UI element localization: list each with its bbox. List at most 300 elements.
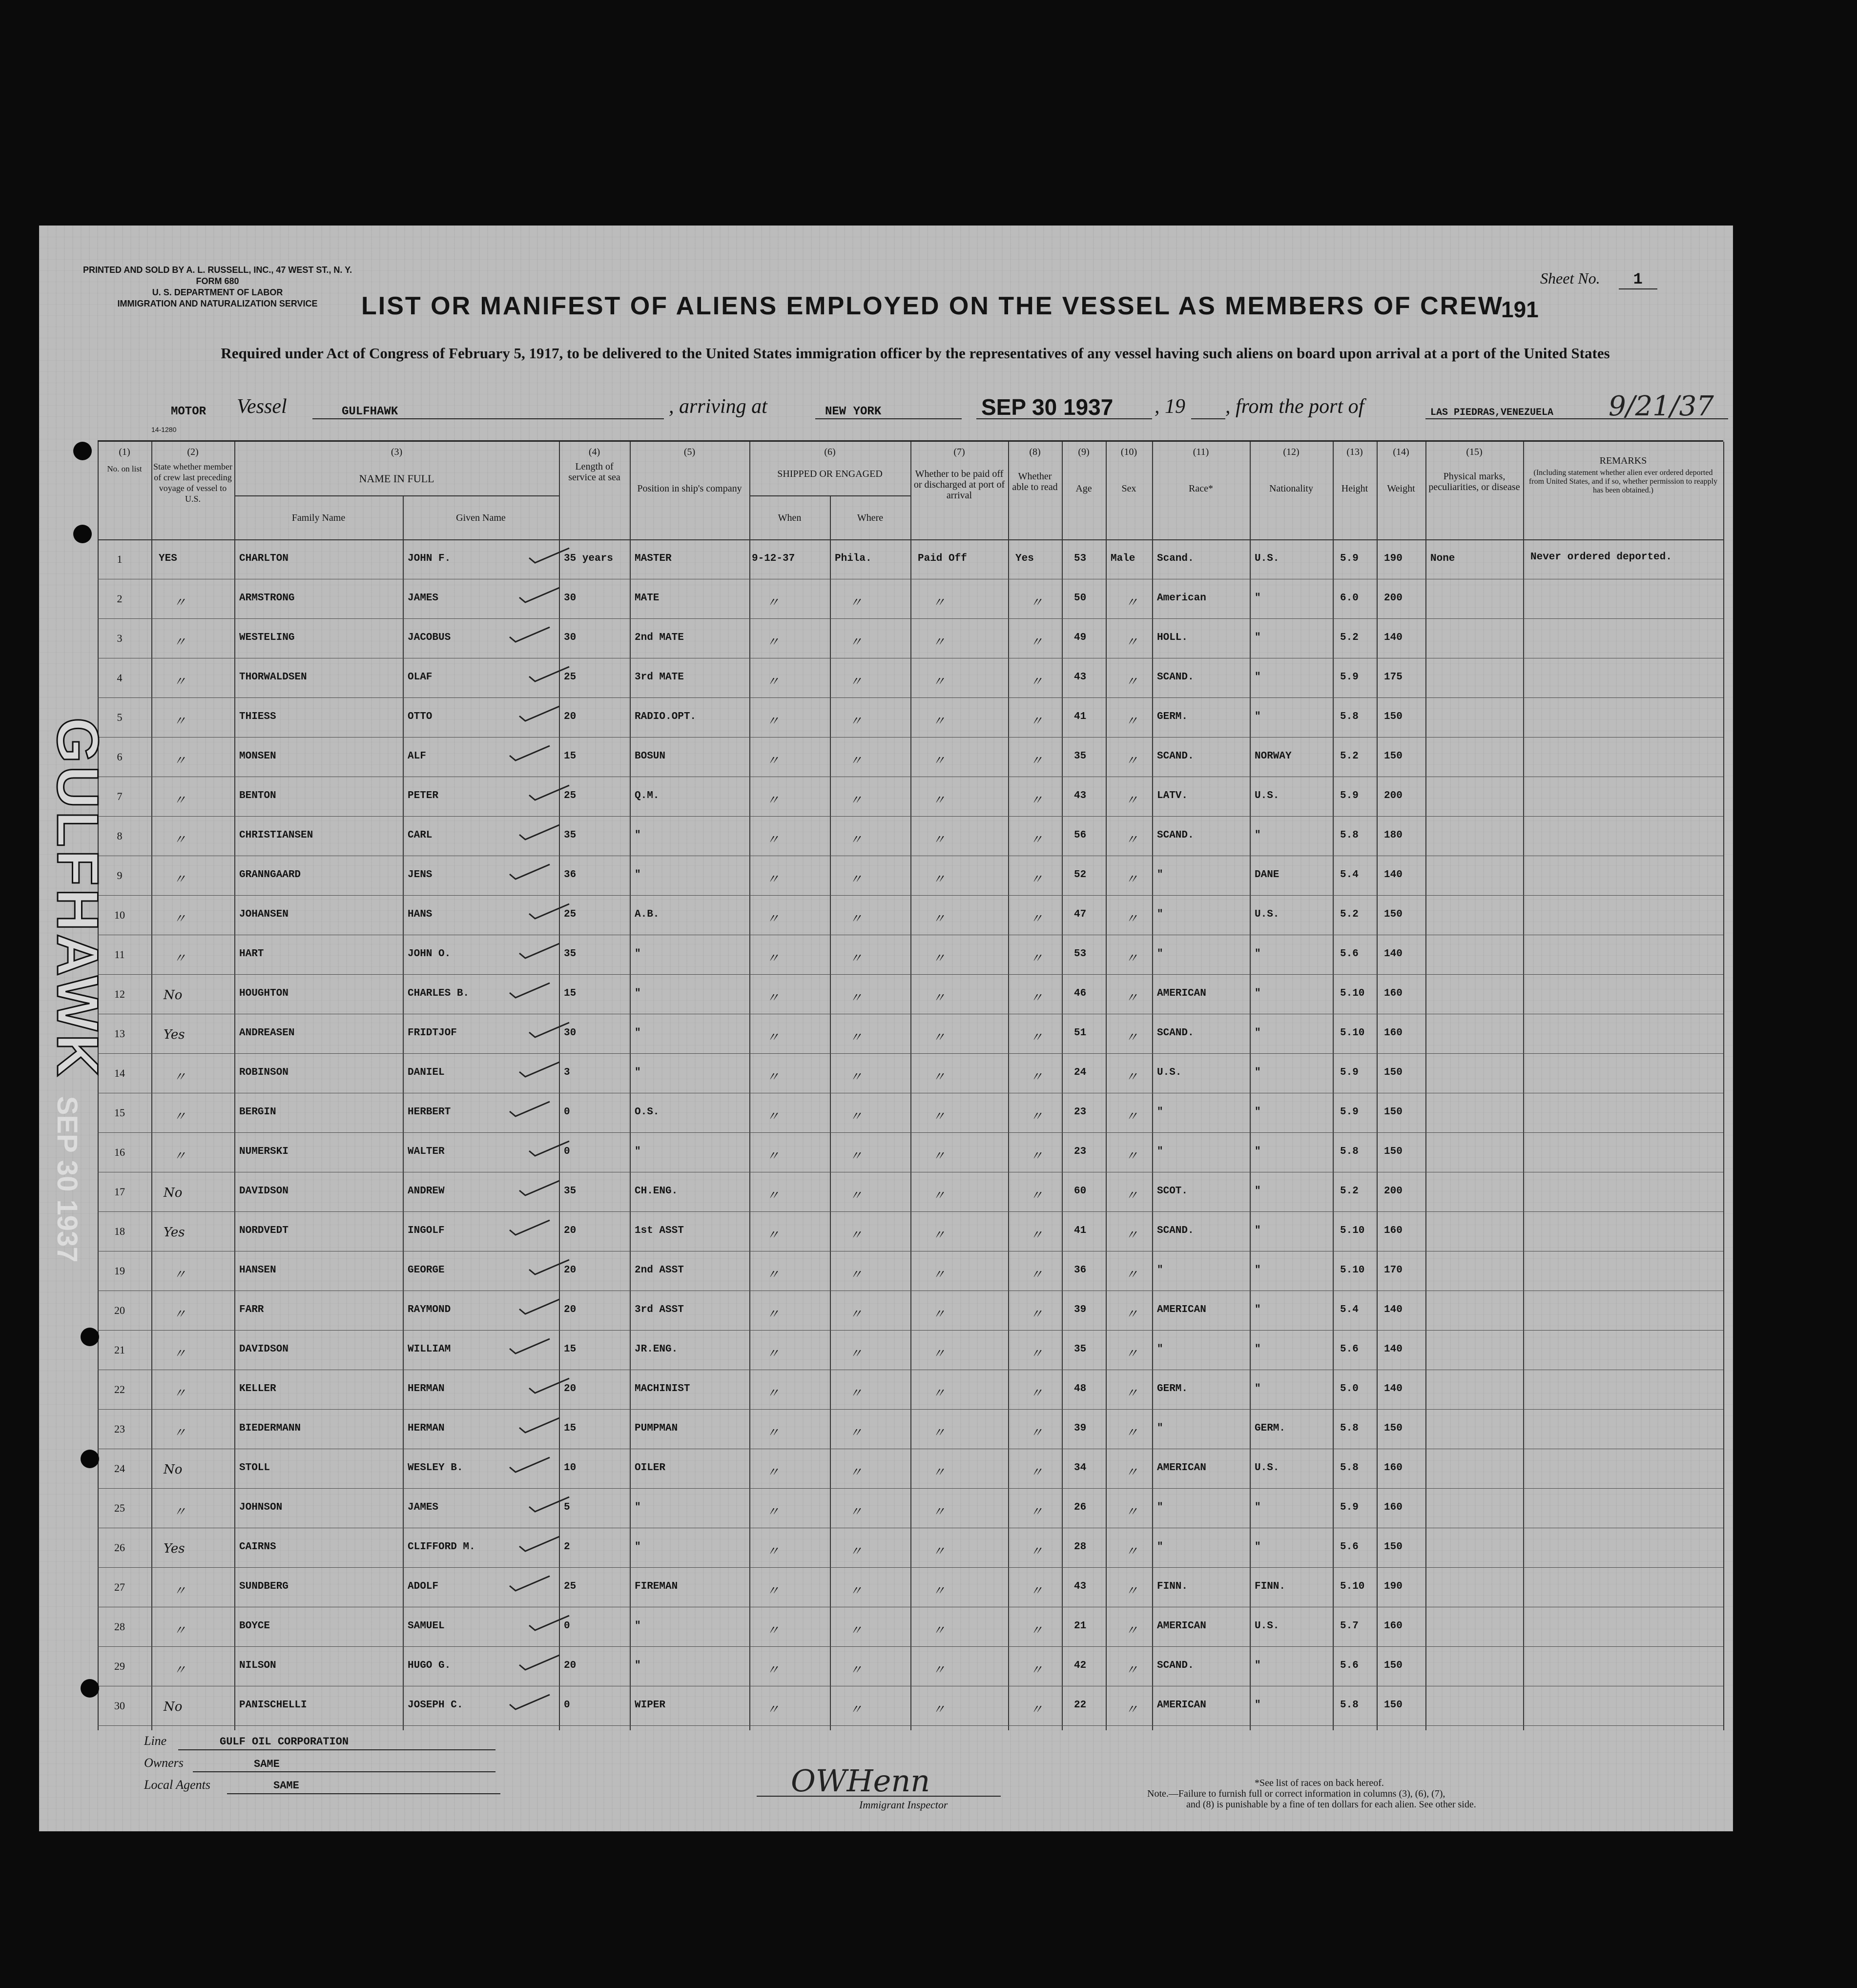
cell-family: NILSON — [239, 1660, 276, 1671]
cell-where: 〃 — [849, 1228, 863, 1243]
agents-label: Local Agents — [144, 1778, 211, 1792]
checkmark-icon — [517, 586, 561, 605]
cell-position: PUMPMAN — [635, 1423, 678, 1434]
cell-age: 46 — [1074, 988, 1087, 999]
cell-given: OLAF — [408, 672, 433, 683]
cell-given: RAYMOND — [408, 1304, 451, 1315]
cell-where: 〃 — [849, 1544, 863, 1559]
cell-height: 5.7 — [1340, 1620, 1359, 1632]
cell-paid: 〃 — [932, 1623, 946, 1638]
cell-when: 〃 — [766, 1268, 780, 1282]
cell-weight: 140 — [1384, 1344, 1403, 1355]
col5-header: Position in ship's company — [637, 483, 742, 494]
cell-n: 27 — [114, 1581, 125, 1593]
cell-race: SCAND. — [1157, 830, 1194, 841]
cell-n: 3 — [117, 632, 123, 644]
checkmark-icon — [517, 1297, 561, 1317]
cell-race: AMERICAN — [1157, 1620, 1206, 1632]
cell-given: JOHN F. — [408, 553, 451, 564]
cell-race: SCOT. — [1157, 1186, 1188, 1197]
row-divider — [98, 1132, 1723, 1133]
cell-paid: 〃 — [932, 1426, 946, 1440]
punch-hole — [81, 1679, 99, 1698]
cell-age: 51 — [1074, 1027, 1087, 1039]
cell-when: 〃 — [766, 675, 780, 689]
cell-service: 0 — [564, 1620, 570, 1632]
cell-prev: No — [164, 1186, 183, 1200]
cell-read: 〃 — [1030, 991, 1043, 1005]
cell-where: 〃 — [849, 1702, 863, 1717]
cell-weight: 150 — [1384, 1146, 1403, 1157]
cell-height: 5.4 — [1340, 1304, 1359, 1315]
cell-given: ALF — [408, 751, 426, 762]
cell-prev: 〃 — [173, 675, 186, 689]
cell-service: 35 — [564, 948, 577, 960]
cell-when: 〃 — [766, 1702, 780, 1717]
cell-n: 23 — [114, 1423, 125, 1435]
checkmark-icon — [517, 942, 561, 961]
cell-age: 21 — [1074, 1620, 1087, 1632]
cell-service: 10 — [564, 1462, 577, 1474]
cell-paid: 〃 — [932, 1663, 946, 1678]
cell-race: " — [1157, 1265, 1163, 1276]
cell-given: GEORGE — [408, 1265, 445, 1276]
cell-when: 9-12-37 — [752, 553, 795, 564]
cell-paid: 〃 — [932, 635, 946, 650]
inspector-signature-block — [757, 1763, 1001, 1811]
cell-sex: 〃 — [1125, 595, 1138, 610]
cell-sex: 〃 — [1125, 912, 1138, 926]
cell-paid: 〃 — [932, 754, 946, 768]
cell-read: Yes — [1015, 553, 1034, 564]
cell-paid: 〃 — [932, 1386, 946, 1401]
cell-family: HART — [239, 948, 264, 960]
cell-where: 〃 — [849, 1268, 863, 1282]
vessel-line — [132, 390, 1714, 423]
cell-weight: 150 — [1384, 751, 1403, 762]
cell-nat: " — [1255, 1344, 1261, 1355]
cell-paid: 〃 — [932, 675, 946, 689]
col10-header: Sex — [1121, 483, 1136, 494]
cell-paid: 〃 — [932, 1465, 946, 1480]
col-num-13: (13) — [1346, 447, 1363, 457]
cell-family: MONSEN — [239, 751, 276, 762]
imprint-line: FORM 680 — [196, 276, 239, 286]
cell-sex: 〃 — [1125, 1702, 1138, 1717]
cell-service: 3 — [564, 1067, 570, 1078]
sheet-no-value: 1 — [1619, 270, 1657, 289]
cell-height: 5.9 — [1340, 1107, 1359, 1118]
cell-weight: 160 — [1384, 1027, 1403, 1039]
cell-weight: 200 — [1384, 790, 1403, 801]
cell-prev: Yes — [164, 1027, 185, 1042]
cell-read: 〃 — [1030, 1426, 1043, 1440]
cell-n: 5 — [117, 711, 123, 723]
cell-given: ANDREW — [408, 1186, 445, 1197]
cell-race: U.S. — [1157, 1067, 1182, 1078]
cell-n: 2 — [117, 593, 123, 605]
cell-where: 〃 — [849, 1347, 863, 1361]
cell-service: 20 — [564, 711, 577, 722]
row-divider — [98, 1211, 1723, 1212]
cell-height: 5.6 — [1340, 948, 1359, 960]
punch-hole — [81, 1450, 99, 1468]
cell-age: 39 — [1074, 1304, 1087, 1315]
cell-race: SCAND. — [1157, 1027, 1194, 1039]
checkmark-icon — [517, 704, 561, 724]
cell-where: 〃 — [849, 1030, 863, 1045]
arrival-date-stamp: SEP 30 1937 — [981, 394, 1114, 420]
cell-when: 〃 — [766, 1386, 780, 1401]
cell-nat: " — [1255, 1067, 1261, 1078]
cell-service: 0 — [564, 1146, 570, 1157]
checkmark-icon — [508, 1218, 552, 1238]
cell-when: 〃 — [766, 1307, 780, 1322]
line-value: GULF OIL CORPORATION — [220, 1736, 349, 1748]
cell-position: A.B. — [635, 909, 660, 920]
cell-given: JENS — [408, 869, 433, 881]
cell-where: 〃 — [849, 872, 863, 887]
cell-age: 24 — [1074, 1067, 1087, 1078]
form-code: 14-1280 — [151, 426, 177, 433]
cell-family: JOHNSON — [239, 1502, 283, 1513]
cell-weight: 160 — [1384, 1462, 1403, 1474]
cell-paid: 〃 — [932, 1702, 946, 1717]
cell-service: 30 — [564, 632, 577, 643]
cell-paid: 〃 — [932, 793, 946, 808]
cell-read: 〃 — [1030, 1702, 1043, 1717]
cell-paid: 〃 — [932, 595, 946, 610]
col-num-5: (5) — [683, 447, 696, 457]
cell-when: 〃 — [766, 1149, 780, 1164]
cell-n: 7 — [117, 790, 123, 802]
cell-weight: 175 — [1384, 672, 1403, 683]
cell-n: 13 — [114, 1027, 125, 1040]
cell-service: 0 — [564, 1700, 570, 1711]
punch-hole — [73, 525, 92, 543]
cell-service: 25 — [564, 909, 577, 920]
cell-nat: " — [1255, 1700, 1261, 1711]
checkmark-icon — [508, 1100, 552, 1119]
cell-age: 52 — [1074, 869, 1087, 881]
inspector-label: Immigrant Inspector — [859, 1799, 948, 1811]
cell-age: 22 — [1074, 1700, 1087, 1711]
cell-position: 2nd ASST — [635, 1265, 684, 1276]
cell-race: AMERICAN — [1157, 988, 1206, 999]
cell-sex: 〃 — [1125, 754, 1138, 768]
cell-race: AMERICAN — [1157, 1304, 1206, 1315]
col-num-11: (11) — [1193, 447, 1209, 457]
cell-n: 21 — [114, 1344, 125, 1356]
cell-weight: 190 — [1384, 553, 1403, 564]
cell-when: 〃 — [766, 1070, 780, 1085]
cell-given: WESLEY B. — [408, 1462, 463, 1474]
cell-family: BENTON — [239, 790, 276, 801]
cell-where: 〃 — [849, 1189, 863, 1203]
cell-prev: 〃 — [173, 1505, 186, 1519]
cell-sex: 〃 — [1125, 1347, 1138, 1361]
cell-race: " — [1157, 1541, 1163, 1553]
cell-height: 5.8 — [1340, 711, 1359, 722]
cell-sex: 〃 — [1125, 635, 1138, 650]
cell-age: 41 — [1074, 711, 1087, 722]
cell-weight: 140 — [1384, 869, 1403, 881]
cell-nat: " — [1255, 1660, 1261, 1671]
row-divider — [98, 737, 1723, 738]
cell-sex: 〃 — [1125, 1465, 1138, 1480]
cell-nat: U.S. — [1255, 1620, 1279, 1632]
cell-family: STOLL — [239, 1462, 270, 1474]
cell-weight: 190 — [1384, 1581, 1403, 1592]
cell-nat: U.S. — [1255, 790, 1279, 801]
col4-header: Length of service at sea — [568, 461, 620, 483]
from-port: LAS PIEDRAS,VENEZUELA — [1430, 407, 1554, 418]
cell-n: 25 — [114, 1502, 125, 1514]
cell-position: " — [635, 988, 641, 999]
cell-weight: 140 — [1384, 632, 1403, 643]
cell-nat: " — [1255, 593, 1261, 604]
fine-note-1: Note.—Failure to furnish full or correct information in columns (3), (6), (7), — [1147, 1788, 1445, 1799]
cell-weight: 160 — [1384, 1502, 1403, 1513]
cell-n: 24 — [114, 1462, 125, 1475]
cell-weight: 170 — [1384, 1265, 1403, 1276]
cell-when: 〃 — [766, 1663, 780, 1678]
cell-prev: 〃 — [173, 1070, 186, 1085]
cell-prev: Yes — [164, 1541, 185, 1556]
cell-nat: " — [1255, 1383, 1261, 1394]
cell-n: 28 — [114, 1620, 125, 1633]
checkmark-icon — [527, 1614, 571, 1633]
cell-where: 〃 — [849, 754, 863, 768]
cell-weight: 150 — [1384, 909, 1403, 920]
cell-age: 41 — [1074, 1225, 1087, 1236]
cell-when: 〃 — [766, 1030, 780, 1045]
cell-family: SUNDBERG — [239, 1581, 289, 1592]
cell-where: 〃 — [849, 1109, 863, 1124]
cell-weight: 150 — [1384, 1660, 1403, 1671]
cell-height: 5.2 — [1340, 751, 1359, 762]
cell-n: 18 — [114, 1225, 125, 1237]
cell-service: 5 — [564, 1502, 570, 1513]
row-divider — [98, 1330, 1723, 1331]
cell-race: " — [1157, 1146, 1163, 1157]
cell-race: FINN. — [1157, 1581, 1188, 1592]
crew-table — [98, 440, 1723, 1730]
cell-height: 5.8 — [1340, 830, 1359, 841]
checkmark-icon — [517, 1416, 561, 1435]
row-divider — [98, 697, 1723, 698]
document-title: LIST OR MANIFEST OF ALIENS EMPLOYED ON THE VESSEL AS MEMBERS OF CREW — [361, 292, 1504, 320]
cell-race: LATV. — [1157, 790, 1188, 801]
cell-nat: U.S. — [1255, 909, 1279, 920]
cell-read: 〃 — [1030, 1149, 1043, 1164]
cell-read: 〃 — [1030, 595, 1043, 610]
where-header: Where — [857, 512, 884, 523]
cell-where: 〃 — [849, 1465, 863, 1480]
cell-service: 25 — [564, 672, 577, 683]
cell-nat: U.S. — [1255, 553, 1279, 564]
cell-where: 〃 — [849, 1505, 863, 1519]
cell-family: WESTELING — [239, 632, 295, 643]
cell-sex: 〃 — [1125, 1663, 1138, 1678]
cell-nat: " — [1255, 948, 1261, 960]
cell-age: 49 — [1074, 632, 1087, 643]
cell-age: 50 — [1074, 593, 1087, 604]
cell-family: THORWALDSEN — [239, 672, 307, 683]
cell-position: " — [635, 1502, 641, 1513]
document-subtitle: Required under Act of Congress of February 5, 1917, to be delivered to the United States immigration officer by the representatives of any vessel having such aliens on board upon arrival at a port of the United States — [221, 345, 1610, 362]
cell-paid: 〃 — [932, 1228, 946, 1243]
cell-nat: GERM. — [1255, 1423, 1286, 1434]
cell-race: " — [1157, 909, 1163, 920]
cell-prev: 〃 — [173, 1307, 186, 1322]
cell-service: 25 — [564, 790, 577, 801]
cell-race: " — [1157, 1107, 1163, 1118]
cell-paid: 〃 — [932, 714, 946, 729]
cell-age: 35 — [1074, 751, 1087, 762]
cell-position: MACHINIST — [635, 1383, 690, 1394]
cell-sex: Male — [1111, 553, 1135, 564]
row-divider — [98, 895, 1723, 896]
cell-position: " — [635, 869, 641, 881]
checkmark-icon — [508, 1693, 552, 1712]
cell-where: 〃 — [849, 991, 863, 1005]
cell-given: PETER — [408, 790, 439, 801]
imprint-line: PRINTED AND SOLD BY A. L. RUSSELL, INC., 47 WEST ST., N. Y. — [83, 265, 352, 275]
cell-position: 3rd ASST — [635, 1304, 684, 1315]
cell-given: FRIDTJOF — [408, 1027, 457, 1039]
cell-nat: " — [1255, 1146, 1261, 1157]
cell-height: 5.0 — [1340, 1383, 1359, 1394]
cell-paid: 〃 — [932, 1584, 946, 1599]
cell-where: Phila. — [835, 553, 872, 564]
cell-service: 20 — [564, 1383, 577, 1394]
cell-position: " — [635, 1067, 641, 1078]
given-name-header: Given Name — [456, 512, 506, 523]
cell-age: 43 — [1074, 790, 1087, 801]
cell-weight: 150 — [1384, 1541, 1403, 1553]
cell-when: 〃 — [766, 1426, 780, 1440]
cell-where: 〃 — [849, 1663, 863, 1678]
cell-n: 19 — [114, 1265, 125, 1277]
cell-height: 5.8 — [1340, 1423, 1359, 1434]
cell-position: " — [635, 1146, 641, 1157]
cell-position: 1st ASST — [635, 1225, 684, 1236]
cell-service: 35 years — [564, 553, 613, 564]
cell-race: AMERICAN — [1157, 1700, 1206, 1711]
cell-read: 〃 — [1030, 1307, 1043, 1322]
cell-read: 〃 — [1030, 1109, 1043, 1124]
cell-when: 〃 — [766, 833, 780, 847]
arriving-port: NEW YORK — [825, 405, 882, 418]
cell-height: 5.10 — [1340, 1581, 1365, 1592]
cell-prev: 〃 — [173, 1347, 186, 1361]
cell-race: SCAND. — [1157, 672, 1194, 683]
col-num-8: (8) — [1029, 447, 1041, 457]
year-label: , 19 — [1155, 395, 1185, 418]
cell-read: 〃 — [1030, 1347, 1043, 1361]
cell-race: " — [1157, 1423, 1163, 1434]
cell-nat: " — [1255, 1265, 1261, 1276]
cell-given: HERMAN — [408, 1423, 445, 1434]
cell-sex: 〃 — [1125, 1070, 1138, 1085]
cell-age: 35 — [1074, 1344, 1087, 1355]
cell-position: " — [635, 948, 641, 960]
cell-sex: 〃 — [1125, 1189, 1138, 1203]
col14-header: Weight — [1387, 483, 1415, 494]
vessel-prefix: MOTOR — [171, 405, 206, 418]
cell-height: 5.10 — [1340, 988, 1365, 999]
cell-n: 29 — [114, 1660, 125, 1672]
cell-when: 〃 — [766, 1228, 780, 1243]
cell-prev: 〃 — [173, 1386, 186, 1401]
cell-nat: " — [1255, 1107, 1261, 1118]
cell-sex: 〃 — [1125, 1505, 1138, 1519]
cell-nat: " — [1255, 1186, 1261, 1197]
cell-n: 1 — [117, 553, 123, 565]
col3-header: NAME IN FULL — [359, 472, 434, 485]
cell-when: 〃 — [766, 1189, 780, 1203]
cell-n: 20 — [114, 1304, 125, 1316]
cell-service: 36 — [564, 869, 577, 881]
cell-prev: 〃 — [173, 635, 186, 650]
cell-family: ROBINSON — [239, 1067, 289, 1078]
cell-sex: 〃 — [1125, 714, 1138, 729]
cell-family: CAIRNS — [239, 1541, 276, 1553]
cell-n: 16 — [114, 1146, 125, 1158]
cell-service: 35 — [564, 830, 577, 841]
col8-header: Whether able to read — [1012, 471, 1058, 492]
cell-prev: 〃 — [173, 1663, 186, 1678]
col-num-7: (7) — [953, 447, 965, 457]
inspector-signature: OWHenn — [791, 1763, 930, 1799]
cell-nat: U.S. — [1255, 1462, 1279, 1474]
cell-paid: 〃 — [932, 1544, 946, 1559]
cell-n: 15 — [114, 1107, 125, 1119]
cell-sex: 〃 — [1125, 1109, 1138, 1124]
cell-family: DAVIDSON — [239, 1344, 289, 1355]
cell-sex: 〃 — [1125, 1584, 1138, 1599]
cell-age: 34 — [1074, 1462, 1087, 1474]
cell-family: DAVIDSON — [239, 1186, 289, 1197]
cell-when: 〃 — [766, 1544, 780, 1559]
cell-prev: 〃 — [173, 1584, 186, 1599]
cell-height: 5.8 — [1340, 1700, 1359, 1711]
punch-hole — [73, 442, 92, 460]
cell-position: O.S. — [635, 1107, 660, 1118]
checkmark-icon — [527, 902, 571, 922]
cell-height: 5.9 — [1340, 790, 1359, 801]
cell-age: 39 — [1074, 1423, 1087, 1434]
cell-read: 〃 — [1030, 1584, 1043, 1599]
cell-height: 6.0 — [1340, 593, 1359, 604]
col-num-12: (12) — [1283, 447, 1300, 457]
cell-prev: 〃 — [173, 912, 186, 926]
cell-service: 2 — [564, 1541, 570, 1553]
col13-header: Height — [1341, 483, 1368, 494]
agents-value: SAME — [273, 1780, 299, 1792]
checkmark-icon — [527, 1376, 571, 1396]
cell-family: THIESS — [239, 711, 276, 722]
cell-weight: 150 — [1384, 1423, 1403, 1434]
cell-n: 30 — [114, 1700, 125, 1712]
col-num-10: (10) — [1120, 447, 1137, 457]
remarks-header: REMARKS — [1599, 455, 1647, 466]
checkmark-icon — [527, 1139, 571, 1159]
cell-nat: " — [1255, 711, 1261, 722]
cell-age: 48 — [1074, 1383, 1087, 1394]
cell-family: CHARLTON — [239, 553, 289, 564]
